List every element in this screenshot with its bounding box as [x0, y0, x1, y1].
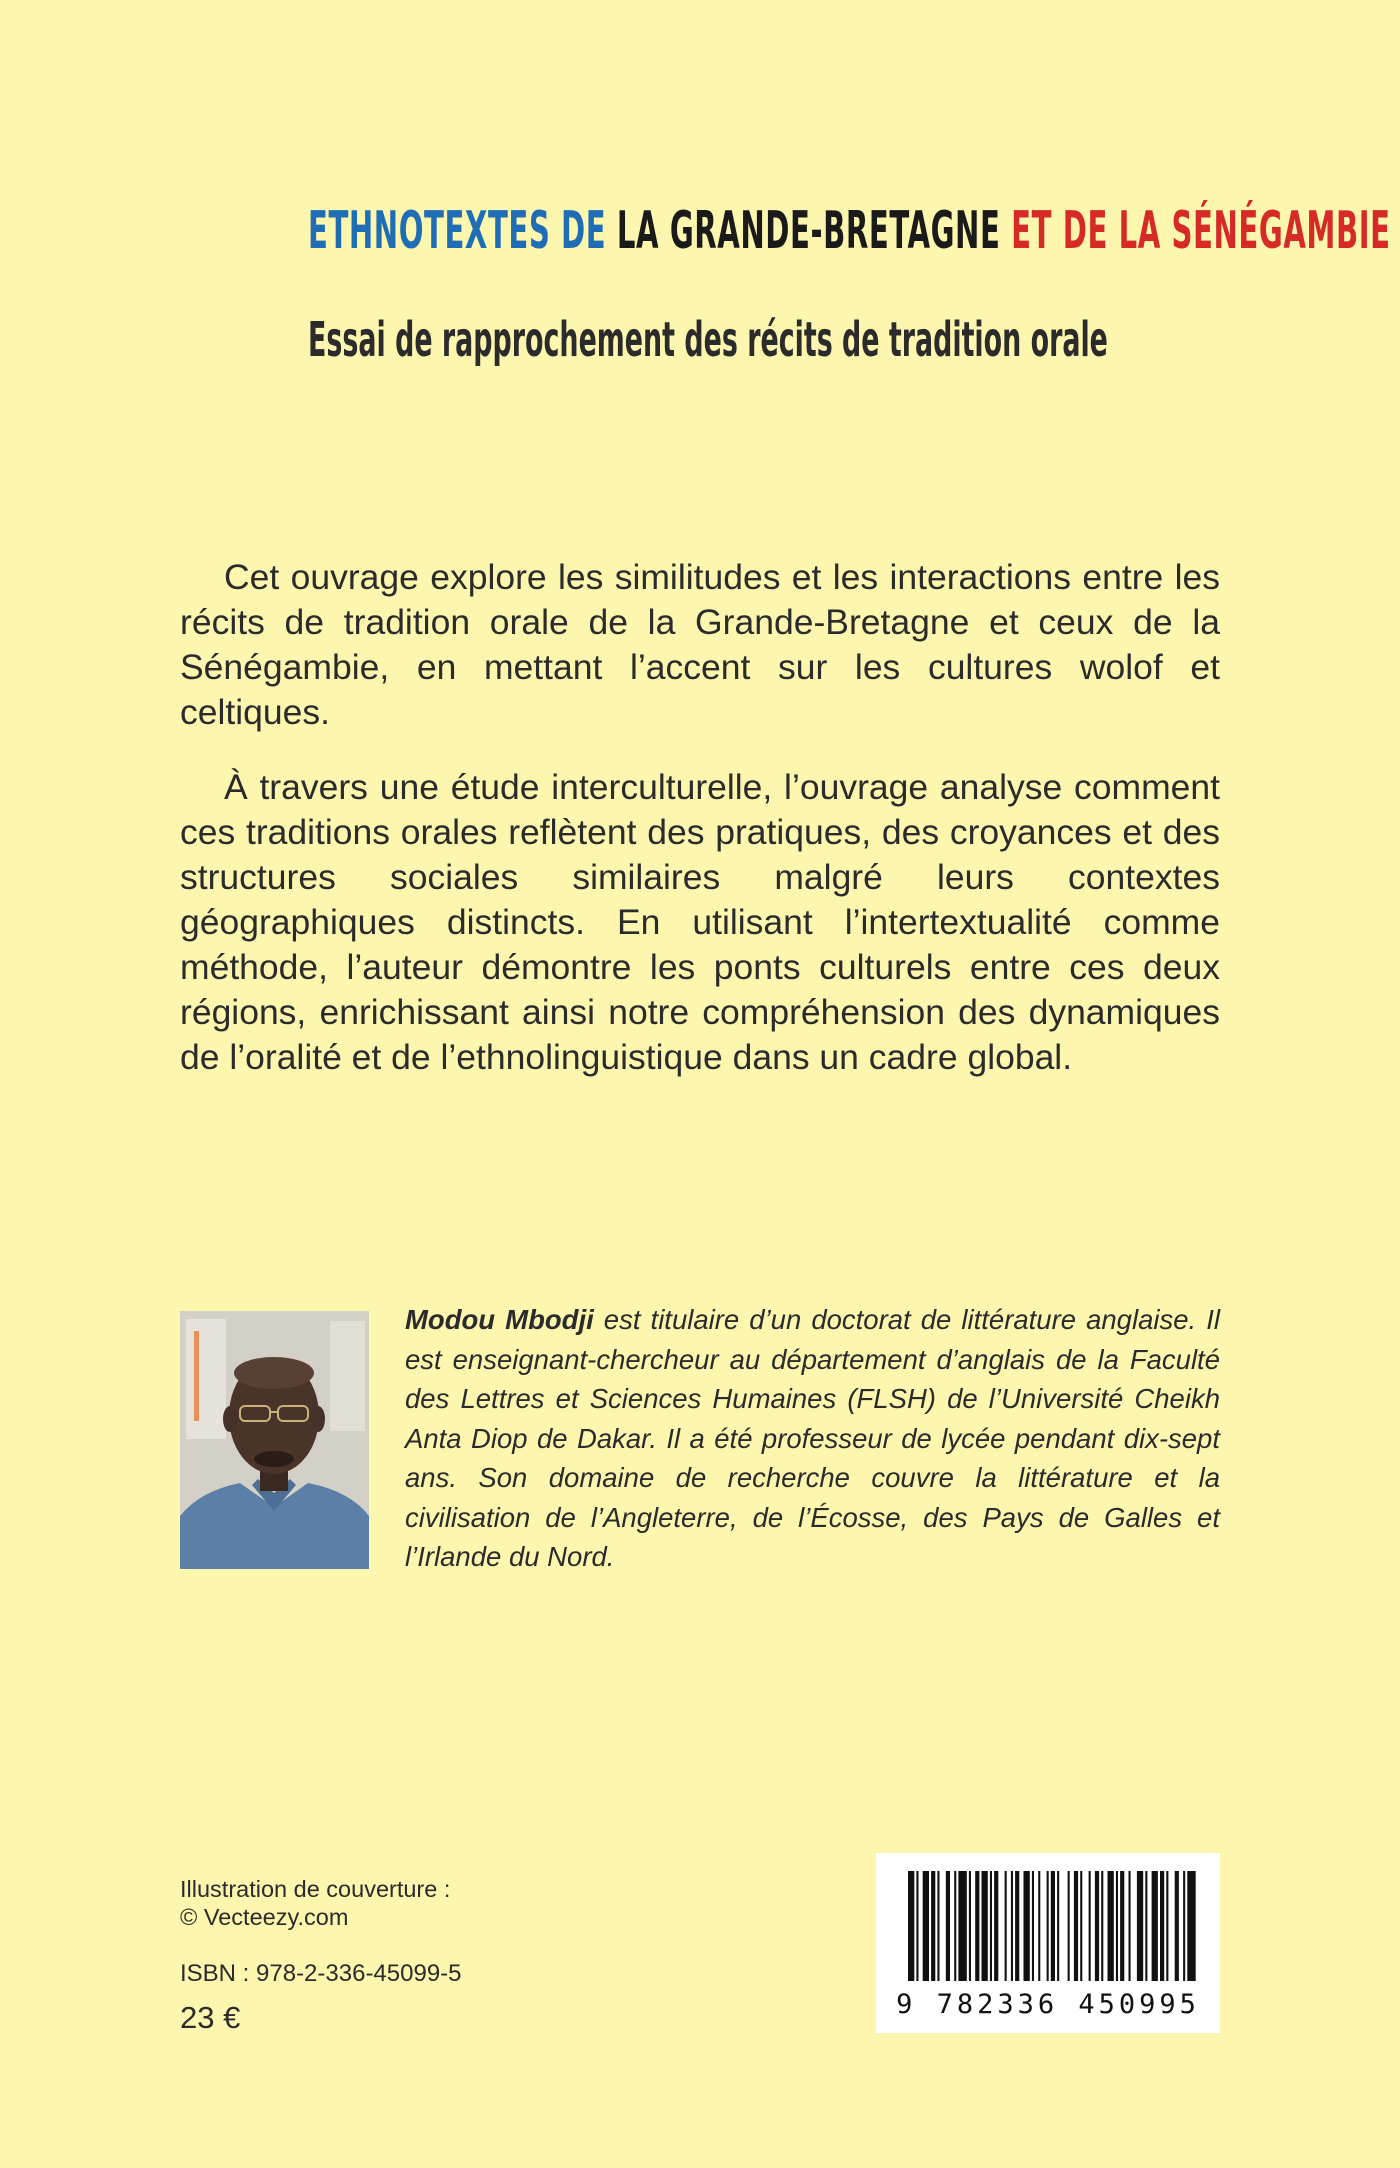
barcode-bar: [994, 1871, 998, 1981]
barcode-bar: [916, 1871, 918, 1981]
barcode-bar: [1024, 1871, 1030, 1981]
barcode: [876, 1853, 1220, 2033]
barcode-bar: [937, 1871, 939, 1981]
barcode-bar: [1051, 1871, 1055, 1981]
barcode-bar: [1120, 1871, 1124, 1981]
barcode-bar: [1080, 1871, 1082, 1981]
barcode-bar: [923, 1871, 929, 1981]
description-paragraph-2: À travers une étude interculturelle, l’ouvrage analyse comment ces traditions orales reflètent des pratiques, des croyances et des structures sociales similaires malgré leurs contextes géographiques distincts. En utilisant l’intertextualité comme méthode, l’auteur démontre les ponts culturels entre ces deux régions, enrichissant ainsi notre compréhension des dynamiques de l’oralité et de l’ethnolinguistique dans un cadre global.: [180, 767, 1220, 1077]
barcode-bar: [1175, 1871, 1179, 1981]
barcode-bar: [1152, 1871, 1158, 1981]
barcode-bar: [1005, 1871, 1007, 1981]
title-part-3: ET DE LA SÉNÉGAMBIE: [1011, 201, 1391, 261]
barcode-bar: [1137, 1871, 1143, 1981]
barcode-bar: [1032, 1871, 1034, 1981]
book-subtitle: Essai de rapprochement des récits de tradition orale: [308, 312, 1108, 368]
description-paragraph-1: Cet ouvrage explore les similitudes et les interactions entre les récits de tradition orale de la Grande-Bretagne et ceux de la Sénégambie, en mettant l’accent sur les cultures wolof et celtiques.: [180, 557, 1220, 732]
barcode-bar: [969, 1871, 971, 1981]
barcode-bar: [1047, 1871, 1049, 1981]
barcode-bar: [946, 1871, 950, 1981]
barcode-bar: [1183, 1871, 1185, 1981]
barcode-bar: [1057, 1871, 1059, 1981]
barcode-bar: [1074, 1871, 1078, 1981]
barcode-bar: [1089, 1871, 1091, 1981]
barcode-bar: [954, 1871, 956, 1981]
barcode-bar: [1108, 1871, 1114, 1981]
author-name: Modou Mbodji: [405, 1304, 594, 1335]
barcode-bar: [1011, 1871, 1013, 1981]
barcode-bar: [908, 1871, 914, 1981]
barcode-bar: [1101, 1871, 1103, 1981]
barcode-bar: [1145, 1871, 1147, 1981]
barcode-bar: [1015, 1871, 1019, 1981]
barcode-bar: [982, 1871, 988, 1981]
barcode-bar: [1166, 1871, 1168, 1981]
barcode-bar: [1116, 1871, 1118, 1981]
barcode-bar: [931, 1871, 935, 1981]
author-photo: [180, 1311, 369, 1569]
barcode-bar: [1068, 1871, 1070, 1981]
barcode-bar: [1187, 1871, 1195, 1981]
barcode-bar: [990, 1871, 992, 1981]
barcode-bar: [1095, 1871, 1099, 1981]
book-title: [308, 201, 1391, 261]
book-description: [180, 555, 1220, 1110]
title-part-1: ETHNOTEXTES DE: [308, 201, 617, 261]
price: 23 €: [180, 2000, 241, 2035]
barcode-bar: [1129, 1871, 1131, 1981]
barcode-bar: [1160, 1871, 1164, 1981]
author-bio-text: est titulaire d’un doctorat de littérature anglaise. Il est enseignant-chercheur au département d’anglais de la Faculté des Lettres et Sciences Humaines (FLSH) de l’Université Cheikh Anta Diop de Dakar. Il a été professeur de lycée pendant dix-sept ans. Son domaine de recherche couvre la littérature et la civilisation de l’Angleterre, de l’Écosse, des Pays de Galles et l’Irlande du Nord.: [405, 1304, 1220, 1572]
title-part-2: LA GRANDE-BRETAGNE: [616, 201, 1012, 261]
illustration-label: Illustration de couverture :: [180, 1876, 451, 1902]
illustration-source: © Vecteezy.com: [180, 1904, 349, 1930]
cover-credit: [180, 1875, 450, 1931]
barcode-bar: [1038, 1871, 1040, 1981]
barcode-bar: [958, 1871, 966, 1981]
isbn: ISBN : 978-2-336-45099-5: [180, 1960, 462, 1987]
barcode-bar: [975, 1871, 979, 1981]
author-bio: [405, 1300, 1220, 1577]
barcode-digits: 9 782336 450995: [896, 1989, 1200, 2020]
